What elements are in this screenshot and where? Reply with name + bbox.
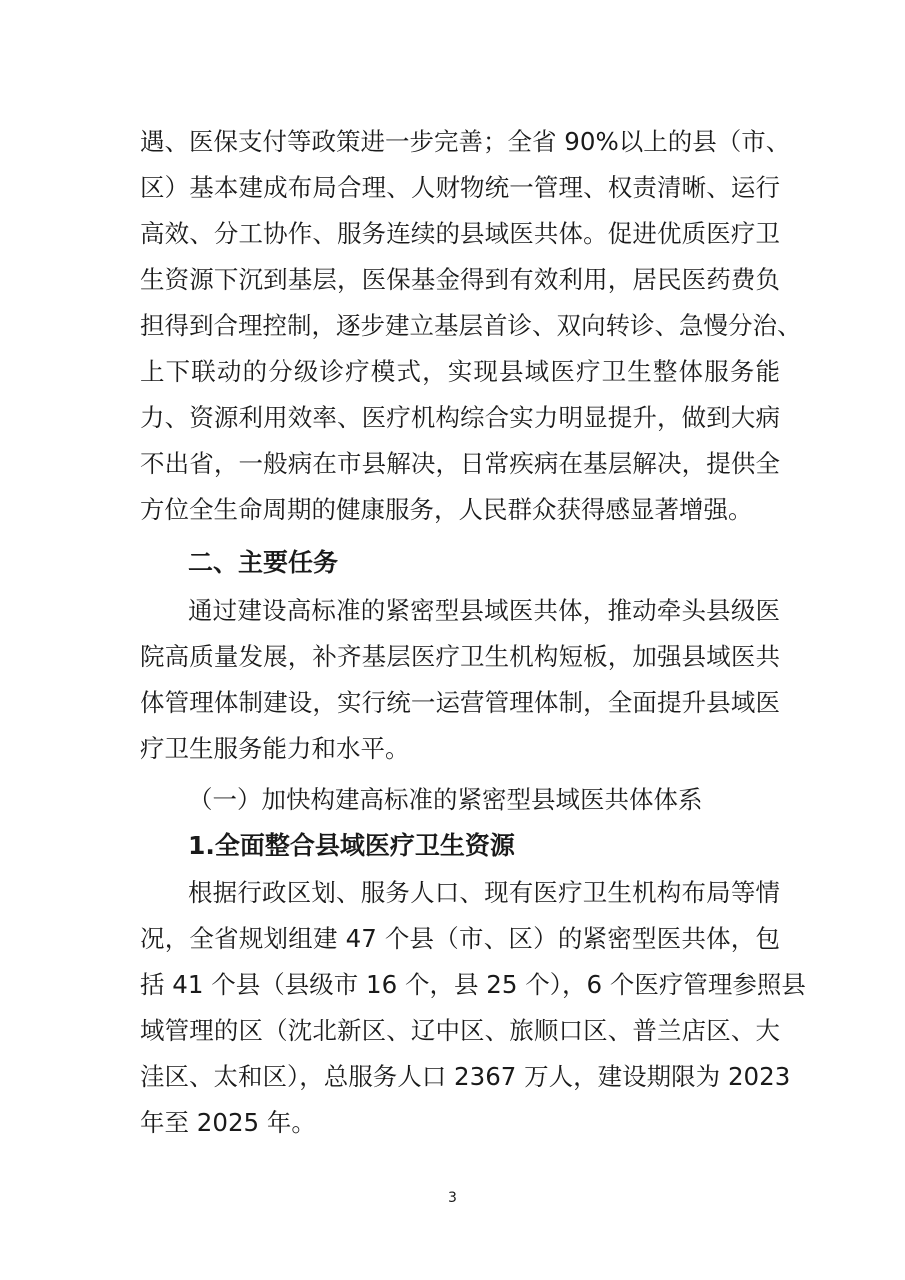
- text-line: 通过建设高标准的紧密型县域医共体，推动牵头县级医: [188, 596, 780, 625]
- text-line: 高效、分工协作、服务连续的县域医共体。促进优质医疗卫: [140, 219, 780, 248]
- text-line: 体管理体制建设，实行统一运营管理体制，全面提升县域医: [140, 688, 780, 717]
- text-line: 括 41 个县（县级市 16 个，县 25 个），6 个医疗管理参照县: [140, 970, 806, 999]
- subsection-heading: （一）加快构建高标准的紧密型县域医共体体系: [188, 785, 703, 814]
- text-line: 洼区、太和区），总服务人口 2367 万人，建设期限为 2023: [140, 1062, 791, 1091]
- page-number: 3: [448, 1190, 457, 1206]
- text-line: 上下联动的分级诊疗模式，实现县域医疗卫生整体服务能: [140, 357, 780, 386]
- text-line: 况，全省规划组建 47 个县（市、区）的紧密型医共体，包: [140, 924, 780, 953]
- text-line: 不出省，一般病在市县解决，日常疾病在基层解决，提供全: [140, 449, 780, 478]
- item-heading: 1.全面整合县域医疗卫生资源: [188, 831, 515, 860]
- text-line: 方位全生命周期的健康服务，人民群众获得感显著增强。: [140, 495, 753, 524]
- text-line: 年至 2025 年。: [140, 1108, 316, 1137]
- text-line: 院高质量发展，补齐基层医疗卫生机构短板，加强县域医共: [140, 642, 780, 671]
- text-line: 根据行政区划、服务人口、现有医疗卫生机构布局等情: [188, 878, 780, 907]
- text-line: 疗卫生服务能力和水平。: [140, 734, 410, 763]
- text-line: 担得到合理控制，逐步建立基层首诊、双向转诊、急慢分治、: [140, 311, 802, 340]
- text-line: 域管理的区（沈北新区、辽中区、旅顺口区、普兰店区、大: [140, 1016, 780, 1045]
- text-line: 力、资源利用效率、医疗机构综合实力明显提升，做到大病: [140, 403, 780, 432]
- text-line: 生资源下沉到基层，医保基金得到有效利用，居民医药费负: [140, 265, 780, 294]
- text-line: 遇、医保支付等政策进一步完善；全省 90%以上的县（市、: [140, 127, 791, 156]
- section-heading: 二、主要任务: [188, 548, 339, 577]
- text-line: 区）基本建成布局合理、人财物统一管理、权责清晰、运行: [140, 173, 780, 202]
